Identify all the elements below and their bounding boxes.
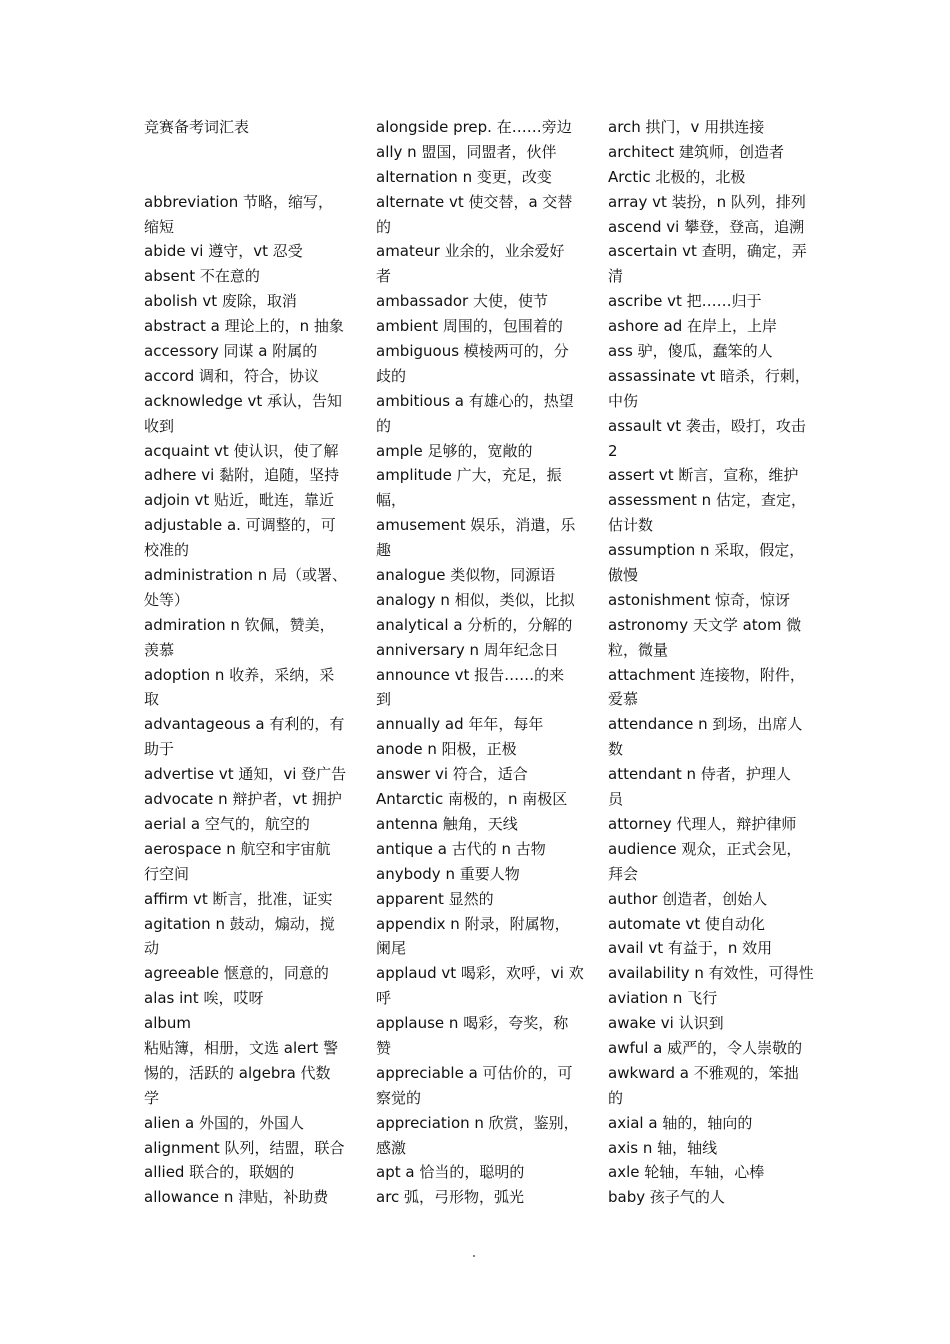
vocab-line: abide vi 遵守，vt 忍受 (144, 242, 303, 261)
vocab-line: 处等） (144, 590, 190, 609)
vocab-line: answer vi 符合，适合 (376, 765, 528, 784)
vocab-line: 呼 (376, 989, 392, 1008)
vocab-line: ambassador 大使，使节 (376, 292, 548, 311)
vocab-line: abstract a 理论上的，n 抽象 (144, 317, 344, 336)
vocab-line: 趣 (376, 541, 392, 560)
page-footer-dot (473, 1255, 475, 1257)
vocab-line: allied 联合的，联姻的 (144, 1163, 295, 1182)
vocab-line: astronomy 天文学 atom 微 (608, 615, 802, 634)
vocab-line: appreciation n 欣赏，鉴别， (376, 1113, 579, 1132)
vocab-line: anybody n 重要人物 (376, 864, 520, 883)
vocab-column-1 (144, 115, 356, 1210)
vocab-line: alongside prep. 在……旁边 (376, 118, 572, 136)
vocab-line: axial a 轴的，轴向的 (608, 1113, 753, 1132)
vocab-line: 员 (608, 790, 624, 809)
vocab-line: 清 (608, 267, 624, 286)
vocab-line: Antarctic 南极的，n 南极区 (376, 790, 568, 809)
vocab-line: author 创造者，创始人 (608, 889, 768, 908)
vocab-line: assassinate vt 暗杀，行刺， (608, 366, 810, 385)
vocab-line: appendix n 附录，附属物， (376, 914, 570, 933)
vocab-line: assault vt 袭击，殴打，攻击 (608, 416, 806, 435)
vocab-line: apparent 显然的 (376, 889, 494, 908)
vocab-line: aerospace n 航空和宇宙航 (144, 839, 331, 858)
vocab-line: admiration n 钦佩，赞美， (144, 615, 335, 634)
vocab-line: attachment 连接物，附件， (608, 665, 805, 684)
vocab-line: 行空间 (144, 864, 190, 883)
vocab-line: audience 观众，正式会见， (608, 839, 802, 858)
vocab-line: affirm vt 断言，批准，证实 (144, 889, 333, 908)
vocab-line: acknowledge vt 承认，告知 (144, 391, 343, 410)
vocab-line: adjoin vt 贴近，毗连，靠近 (144, 491, 335, 510)
vocab-line: astonishment 惊奇，惊讶 (608, 590, 791, 609)
vocab-line: allowance n 津贴，补助费 (144, 1188, 329, 1207)
vocab-line: 羡慕 (144, 640, 175, 659)
vocab-line: administration n 局（或署、 (144, 566, 347, 585)
vocab-line: absent 不在意的 (144, 267, 260, 286)
vocab-line: analogy n 相似，类似，比拟 (376, 590, 575, 609)
vocab-line: aerial a 空气的，航空的 (144, 814, 310, 833)
vocab-line: ashore ad 在岸上，上岸 (608, 317, 778, 336)
vocab-line: adoption n 收养，采纳，采 (144, 665, 335, 684)
vocab-line: abolish vt 废除，取消 (144, 292, 297, 311)
vocab-line: ambient 周围的，包围着的 (376, 317, 563, 336)
vocab-line: ample 足够的，宽敞的 (376, 441, 533, 460)
vocab-line: awake vi 认识到 (608, 1014, 724, 1033)
vocab-line: 傲慢 (608, 566, 639, 585)
vocab-line: axle 轮轴，车轴，心棒 (608, 1163, 765, 1182)
vocab-line: ambitious a 有雄心的，热望 (376, 391, 574, 410)
vocab-line: attorney 代理人，辩护律师 (608, 814, 797, 833)
vocab-line: 歧的 (376, 366, 407, 385)
vocab-line: 粘贴簿，相册，文选 alert 警 (144, 1038, 339, 1057)
vocab-line: array vt 装扮，n 队列，排列 (608, 192, 806, 211)
vocab-line: attendant n 侍者，护理人 (608, 765, 791, 784)
vocab-line: abbreviation 节略，缩写， (144, 192, 334, 211)
vocab-line: 阑尾 (376, 939, 407, 958)
vocab-line: arch 拱门，v 用拱连接 (608, 118, 765, 136)
vocab-line: 幅， (376, 491, 407, 510)
vocab-line: 数 (608, 740, 624, 759)
vocab-line: announce vt 报告……的来 (376, 665, 565, 684)
vocab-line: agreeable 惬意的，同意的 (144, 964, 329, 983)
vocab-line: apt a 恰当的，聪明的 (376, 1163, 525, 1182)
vocab-line: 收到 (144, 416, 175, 435)
vocab-line (144, 165, 356, 190)
vocab-line: baby 孩子气的人 (608, 1188, 725, 1207)
vocab-line: 者 (376, 267, 392, 286)
vocab-line: 缩短 (144, 217, 175, 236)
vocab-column-2 (376, 115, 588, 1210)
vocab-line: avail vt 有益于，n 效用 (608, 939, 773, 958)
vocab-line: alas int 唉，哎呀 (144, 989, 264, 1008)
vocab-line: 爱慕 (608, 690, 639, 709)
vocab-line: 到 (376, 690, 392, 709)
vocab-line: amusement 娱乐，消遣，乐 (376, 516, 576, 535)
vocab-line: album (144, 1014, 191, 1033)
vocab-line: 估计数 (608, 516, 654, 535)
vocab-line: availability n 有效性，可得性 (608, 964, 814, 983)
vocab-line: 取 (144, 690, 160, 709)
vocab-line: ascribe vt 把……归于 (608, 292, 762, 311)
vocab-line: 惕的，活跃的 algebra 代数 (144, 1063, 331, 1082)
vocab-line: 助于 (144, 740, 175, 759)
vocab-line: assert vt 断言，宣称，维护 (608, 466, 799, 485)
vocab-line: amplitude 广大，充足，振 (376, 466, 562, 485)
vocab-line: appreciable a 可估价的，可 (376, 1063, 573, 1082)
vocab-line: alien a 外国的，外国人 (144, 1113, 304, 1132)
vocab-line: 校准的 (144, 541, 190, 560)
vocab-line: advertise vt 通知，vi 登广告 (144, 765, 347, 784)
vocab-line: awkward a 不雅观的，笨拙 (608, 1063, 799, 1082)
vocab-line: 动 (144, 939, 160, 958)
vocab-column-3 (608, 115, 820, 1210)
vocab-line: 的 (608, 1088, 624, 1107)
vocab-line: Arctic 北极的，北极 (608, 167, 746, 186)
vocab-line: awful a 威严的，令人崇敬的 (608, 1038, 803, 1057)
vocab-line: ass 驴，傻瓜，蠢笨的人 (608, 342, 773, 361)
vocab-line: annually ad 年年，每年 (376, 715, 544, 734)
vocab-line: ascertain vt 查明，确定，弄 (608, 242, 807, 261)
vocab-line: adjustable a. 可调整的，可 (144, 516, 336, 535)
vocab-line: applause n 喝彩，夸奖，称 (376, 1014, 569, 1033)
vocab-line: antenna 触角，天线 (376, 814, 518, 833)
vocab-line: ambiguous 模棱两可的，分 (376, 342, 569, 361)
vocab-line: agitation n 鼓动，煽动，搅 (144, 914, 335, 933)
vocab-line: 感激 (376, 1138, 407, 1157)
vocab-line: architect 建筑师，创造者 (608, 142, 784, 161)
vocab-line: 的 (376, 217, 392, 236)
vocab-line: amateur 业余的，业余爱好 (376, 242, 565, 261)
vocab-line: accessory 同谋 a 附属的 (144, 342, 318, 361)
vocab-line: 2 (608, 441, 618, 460)
vocab-line: antique a 古代的 n 古物 (376, 839, 546, 858)
vocab-line: 的 (376, 416, 392, 435)
vocab-line: ascend vi 攀登，登高，追溯 (608, 217, 805, 236)
vocab-line: automate vt 使自动化 (608, 914, 765, 933)
vocab-line: anode n 阳极，正极 (376, 740, 517, 759)
vocab-line: alternation n 变更，改变 (376, 167, 552, 186)
vocab-line: aviation n 飞行 (608, 989, 718, 1008)
vocab-line: assessment n 估定，查定， (608, 491, 806, 510)
vocab-line: analogue 类似物，同源语 (376, 566, 556, 585)
vocab-line: assumption n 采取，假定， (608, 541, 805, 560)
vocab-line (144, 140, 356, 165)
vocab-line: ally n 盟国，同盟者，伙伴 (376, 142, 557, 161)
vocab-line: alternate vt 使交替，a 交替 (376, 192, 573, 211)
vocab-line: 拜会 (608, 864, 639, 883)
vocab-line: 赞 (376, 1038, 392, 1057)
vocab-line: analytical a 分析的，分解的 (376, 615, 573, 634)
vocab-line: 察觉的 (376, 1088, 422, 1107)
vocab-line: acquaint vt 使认识，使了解 (144, 441, 339, 460)
vocab-line: advantageous a 有利的，有 (144, 715, 345, 734)
vocab-line: accord 调和，符合，协议 (144, 366, 320, 385)
vocab-line: axis n 轴，轴线 (608, 1138, 718, 1157)
vocab-line: applaud vt 喝彩，欢呼，vi 欢 (376, 964, 584, 983)
vocab-line: alignment 队列，结盟，联合 (144, 1138, 345, 1157)
vocab-line: arc 弧，弓形物，弧光 (376, 1188, 525, 1207)
vocab-line: 中伤 (608, 391, 639, 410)
vocab-line: advocate n 辩护者，vt 拥护 (144, 790, 342, 809)
page-title: 竞赛备考词汇表 (144, 118, 250, 136)
vocab-line: attendance n 到场，出席人 (608, 715, 803, 734)
vocab-line: 粒，微量 (608, 640, 669, 659)
vocab-line: adhere vi 黏附，追随，坚持 (144, 466, 340, 485)
vocab-line: anniversary n 周年纪念日 (376, 640, 559, 659)
vocab-line: 学 (144, 1088, 160, 1107)
